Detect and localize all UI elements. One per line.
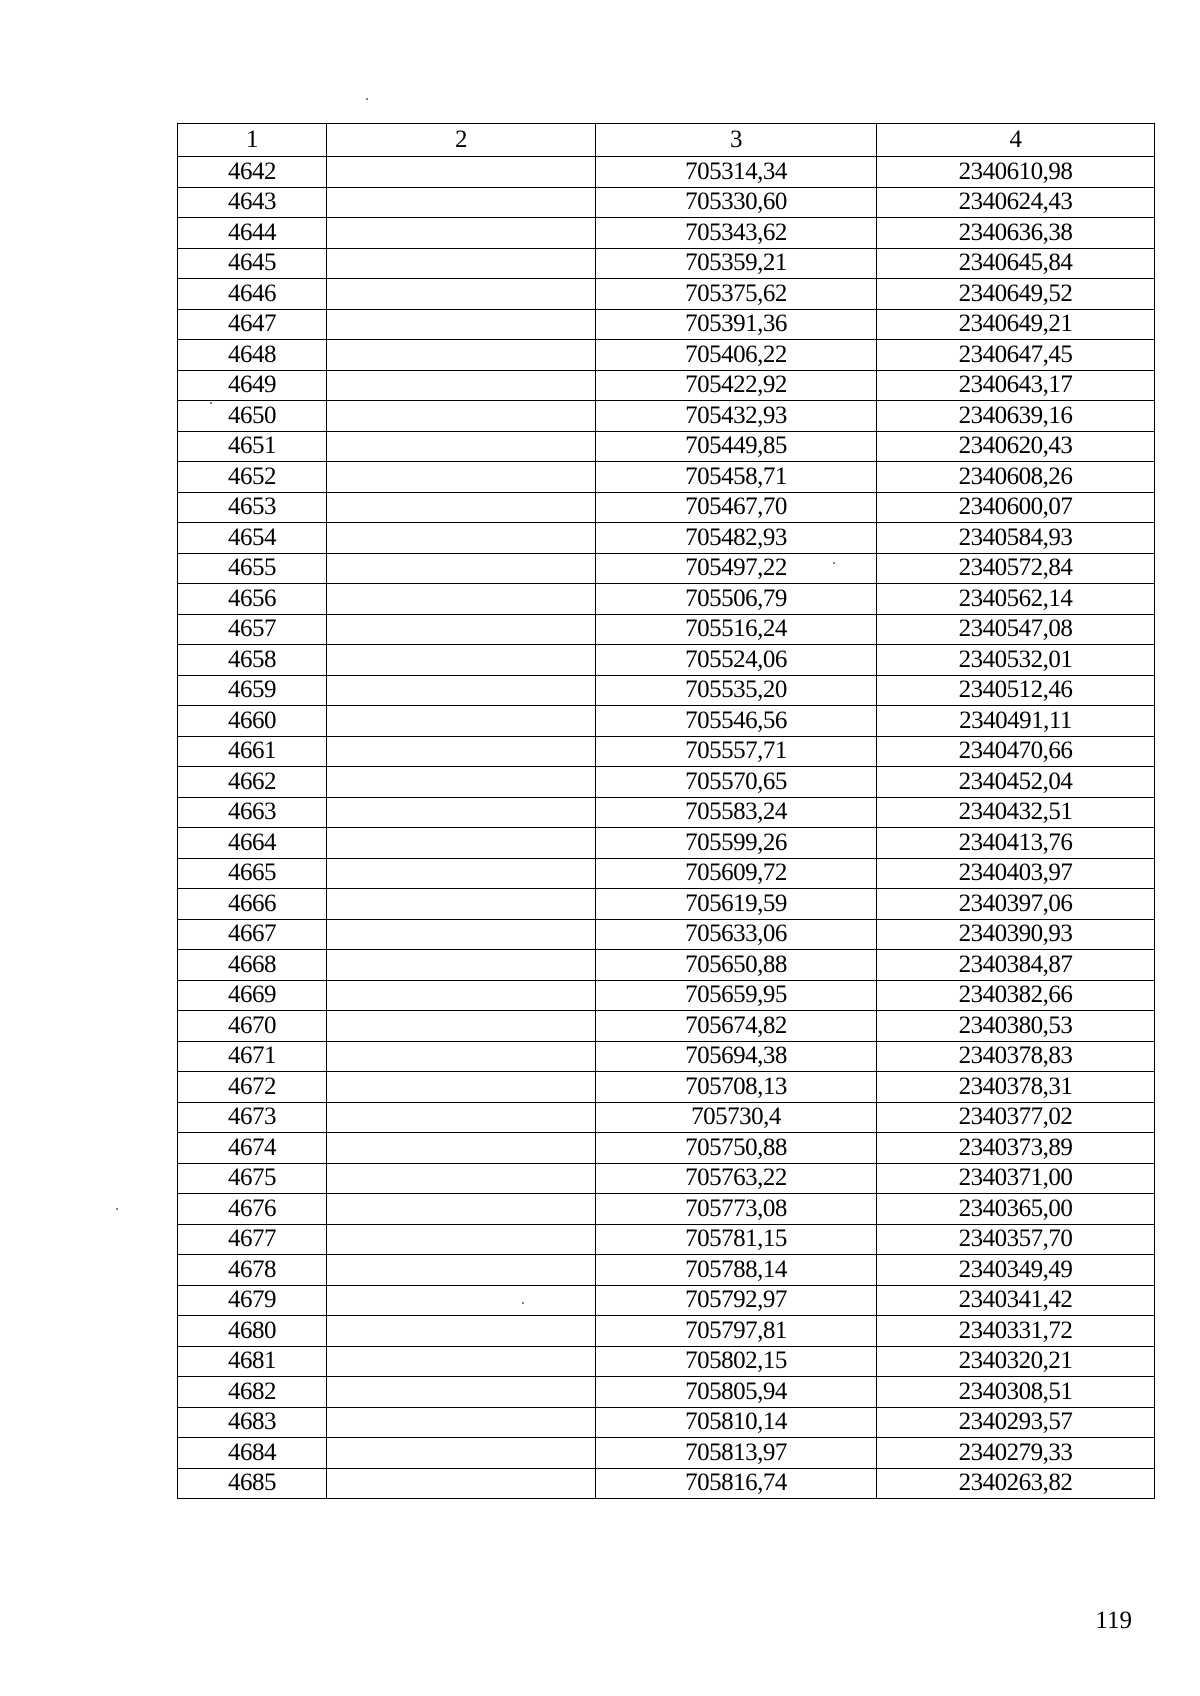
cell-description (327, 370, 596, 401)
table-row (178, 706, 1155, 737)
table-row (178, 950, 1155, 981)
cell-x-coordinate: 705816,74 (596, 1468, 877, 1499)
cell-description (327, 614, 596, 645)
cell-point-number: 4665 (178, 858, 327, 889)
cell-description (327, 340, 596, 371)
cell-y-coordinate: 2340649,52 (877, 279, 1155, 310)
cell-x-coordinate: 705343,62 (596, 218, 877, 249)
cell-y-coordinate: 2340371,00 (877, 1163, 1155, 1194)
cell-description (327, 187, 596, 218)
cell-point-number: 4643 (178, 187, 327, 218)
cell-y-coordinate: 2340608,26 (877, 462, 1155, 493)
cell-y-coordinate: 2340373,89 (877, 1133, 1155, 1164)
cell-point-number: 4659 (178, 675, 327, 706)
table-row (178, 614, 1155, 645)
cell-description (327, 675, 596, 706)
cell-y-coordinate: 2340308,51 (877, 1377, 1155, 1408)
cell-x-coordinate: 705506,79 (596, 584, 877, 615)
table-row (178, 736, 1155, 767)
table-row (178, 309, 1155, 340)
cell-point-number: 4672 (178, 1072, 327, 1103)
cell-description (327, 1316, 596, 1347)
scan-speck (116, 1208, 118, 1210)
cell-point-number: 4647 (178, 309, 327, 340)
cell-point-number: 4660 (178, 706, 327, 737)
cell-x-coordinate: 705781,15 (596, 1224, 877, 1255)
table-row (178, 980, 1155, 1011)
cell-description (327, 157, 596, 188)
table-row (178, 1316, 1155, 1347)
table-row (178, 1133, 1155, 1164)
cell-y-coordinate: 2340572,84 (877, 553, 1155, 584)
cell-description (327, 1468, 596, 1499)
cell-y-coordinate: 2340639,16 (877, 401, 1155, 432)
cell-description (327, 462, 596, 493)
cell-x-coordinate: 705458,71 (596, 462, 877, 493)
cell-point-number: 4644 (178, 218, 327, 249)
table-row (178, 279, 1155, 310)
table-row (178, 1102, 1155, 1133)
cell-x-coordinate: 705802,15 (596, 1346, 877, 1377)
table-row (178, 1011, 1155, 1042)
cell-description (327, 1041, 596, 1072)
cell-description (327, 309, 596, 340)
cell-x-coordinate: 705449,85 (596, 431, 877, 462)
coordinates-table (177, 123, 1155, 1499)
cell-description (327, 736, 596, 767)
cell-y-coordinate: 2340397,06 (877, 889, 1155, 920)
cell-point-number: 4678 (178, 1255, 327, 1286)
table-row (178, 218, 1155, 249)
cell-description (327, 1407, 596, 1438)
cell-x-coordinate: 705391,36 (596, 309, 877, 340)
scan-speck (833, 562, 835, 564)
cell-x-coordinate: 705694,38 (596, 1041, 877, 1072)
cell-description (327, 1224, 596, 1255)
cell-point-number: 4664 (178, 828, 327, 859)
cell-point-number: 4668 (178, 950, 327, 981)
cell-point-number: 4648 (178, 340, 327, 371)
cell-x-coordinate: 705708,13 (596, 1072, 877, 1103)
cell-y-coordinate: 2340263,82 (877, 1468, 1155, 1499)
cell-point-number: 4650 (178, 401, 327, 432)
cell-description (327, 248, 596, 279)
cell-x-coordinate: 705330,60 (596, 187, 877, 218)
table-row (178, 1407, 1155, 1438)
cell-x-coordinate: 705609,72 (596, 858, 877, 889)
cell-x-coordinate: 705467,70 (596, 492, 877, 523)
cell-point-number: 4684 (178, 1438, 327, 1469)
cell-x-coordinate: 705730,4 (596, 1102, 877, 1133)
cell-description (327, 1438, 596, 1469)
cell-y-coordinate: 2340349,49 (877, 1255, 1155, 1286)
table-row (178, 1041, 1155, 1072)
table-row (178, 767, 1155, 798)
table-row (178, 919, 1155, 950)
cell-description (327, 767, 596, 798)
table-row (178, 1468, 1155, 1499)
scan-speck (366, 98, 368, 100)
cell-y-coordinate: 2340600,07 (877, 492, 1155, 523)
cell-y-coordinate: 2340378,83 (877, 1041, 1155, 1072)
cell-description (327, 706, 596, 737)
cell-x-coordinate: 705497,22 (596, 553, 877, 584)
cell-point-number: 4677 (178, 1224, 327, 1255)
cell-description (327, 1072, 596, 1103)
cell-description (327, 828, 596, 859)
table-row (178, 1163, 1155, 1194)
cell-x-coordinate: 705570,65 (596, 767, 877, 798)
table-row (178, 645, 1155, 676)
table-row (178, 553, 1155, 584)
cell-y-coordinate: 2340357,70 (877, 1224, 1155, 1255)
cell-point-number: 4683 (178, 1407, 327, 1438)
cell-y-coordinate: 2340547,08 (877, 614, 1155, 645)
cell-point-number: 4652 (178, 462, 327, 493)
cell-description (327, 1102, 596, 1133)
cell-x-coordinate: 705557,71 (596, 736, 877, 767)
cell-x-coordinate: 705524,06 (596, 645, 877, 676)
header-cell-4: 4 (877, 124, 1155, 157)
cell-description (327, 218, 596, 249)
cell-x-coordinate: 705813,97 (596, 1438, 877, 1469)
header-cell-3: 3 (596, 124, 877, 157)
table-row (178, 1438, 1155, 1469)
table-row (178, 675, 1155, 706)
table-body (178, 124, 1155, 1499)
cell-y-coordinate: 2340562,14 (877, 584, 1155, 615)
cell-x-coordinate: 705659,95 (596, 980, 877, 1011)
cell-y-coordinate: 2340647,45 (877, 340, 1155, 371)
table-row (178, 248, 1155, 279)
cell-point-number: 4673 (178, 1102, 327, 1133)
cell-x-coordinate: 705482,93 (596, 523, 877, 554)
cell-y-coordinate: 2340365,00 (877, 1194, 1155, 1225)
cell-y-coordinate: 2340378,31 (877, 1072, 1155, 1103)
cell-description (327, 1346, 596, 1377)
cell-x-coordinate: 705375,62 (596, 279, 877, 310)
cell-y-coordinate: 2340413,76 (877, 828, 1155, 859)
cell-point-number: 4645 (178, 248, 327, 279)
scan-speck (210, 402, 212, 404)
cell-point-number: 4642 (178, 157, 327, 188)
table-row (178, 1194, 1155, 1225)
cell-y-coordinate: 2340620,43 (877, 431, 1155, 462)
cell-y-coordinate: 2340624,43 (877, 187, 1155, 218)
cell-x-coordinate: 705619,59 (596, 889, 877, 920)
cell-description (327, 1285, 596, 1316)
cell-point-number: 4654 (178, 523, 327, 554)
cell-x-coordinate: 705792,97 (596, 1285, 877, 1316)
cell-point-number: 4680 (178, 1316, 327, 1347)
cell-x-coordinate: 705314,34 (596, 157, 877, 188)
table-row (178, 1346, 1155, 1377)
cell-description (327, 1163, 596, 1194)
cell-description (327, 492, 596, 523)
cell-point-number: 4676 (178, 1194, 327, 1225)
cell-y-coordinate: 2340584,93 (877, 523, 1155, 554)
cell-y-coordinate: 2340470,66 (877, 736, 1155, 767)
cell-point-number: 4658 (178, 645, 327, 676)
page-number: 119 (1095, 1607, 1132, 1634)
cell-y-coordinate: 2340320,21 (877, 1346, 1155, 1377)
cell-point-number: 4667 (178, 919, 327, 950)
cell-description (327, 858, 596, 889)
cell-y-coordinate: 2340279,33 (877, 1438, 1155, 1469)
cell-y-coordinate: 2340432,51 (877, 797, 1155, 828)
cell-x-coordinate: 705422,92 (596, 370, 877, 401)
cell-description (327, 1011, 596, 1042)
cell-y-coordinate: 2340636,38 (877, 218, 1155, 249)
cell-y-coordinate: 2340293,57 (877, 1407, 1155, 1438)
table-row (178, 157, 1155, 188)
cell-y-coordinate: 2340643,17 (877, 370, 1155, 401)
table-row (178, 1072, 1155, 1103)
cell-description (327, 1255, 596, 1286)
table-row (178, 340, 1155, 371)
header-row (178, 124, 1155, 157)
table-row (178, 828, 1155, 859)
cell-point-number: 4663 (178, 797, 327, 828)
cell-description (327, 584, 596, 615)
cell-y-coordinate: 2340341,42 (877, 1285, 1155, 1316)
cell-point-number: 4670 (178, 1011, 327, 1042)
cell-point-number: 4681 (178, 1346, 327, 1377)
table-row (178, 1285, 1155, 1316)
cell-x-coordinate: 705797,81 (596, 1316, 877, 1347)
cell-y-coordinate: 2340512,46 (877, 675, 1155, 706)
cell-point-number: 4661 (178, 736, 327, 767)
cell-point-number: 4685 (178, 1468, 327, 1499)
cell-point-number: 4656 (178, 584, 327, 615)
cell-y-coordinate: 2340649,21 (877, 309, 1155, 340)
cell-description (327, 1194, 596, 1225)
cell-point-number: 4655 (178, 553, 327, 584)
cell-x-coordinate: 705432,93 (596, 401, 877, 432)
cell-x-coordinate: 705650,88 (596, 950, 877, 981)
table-row (178, 1255, 1155, 1286)
cell-point-number: 4679 (178, 1285, 327, 1316)
table-row (178, 431, 1155, 462)
cell-point-number: 4649 (178, 370, 327, 401)
cell-description (327, 431, 596, 462)
cell-description (327, 797, 596, 828)
table-row (178, 858, 1155, 889)
cell-point-number: 4669 (178, 980, 327, 1011)
cell-x-coordinate: 705773,08 (596, 1194, 877, 1225)
cell-point-number: 4671 (178, 1041, 327, 1072)
cell-description (327, 401, 596, 432)
cell-description (327, 950, 596, 981)
cell-y-coordinate: 2340384,87 (877, 950, 1155, 981)
cell-point-number: 4675 (178, 1163, 327, 1194)
cell-description (327, 919, 596, 950)
cell-point-number: 4666 (178, 889, 327, 920)
cell-description (327, 1377, 596, 1408)
scan-speck (522, 1302, 524, 1304)
cell-y-coordinate: 2340403,97 (877, 858, 1155, 889)
table-row (178, 492, 1155, 523)
cell-x-coordinate: 705750,88 (596, 1133, 877, 1164)
cell-description (327, 553, 596, 584)
cell-y-coordinate: 2340452,04 (877, 767, 1155, 798)
cell-point-number: 4674 (178, 1133, 327, 1164)
cell-x-coordinate: 705763,22 (596, 1163, 877, 1194)
cell-y-coordinate: 2340331,72 (877, 1316, 1155, 1347)
cell-x-coordinate: 705546,56 (596, 706, 877, 737)
cell-y-coordinate: 2340382,66 (877, 980, 1155, 1011)
table-row (178, 462, 1155, 493)
cell-x-coordinate: 705674,82 (596, 1011, 877, 1042)
cell-y-coordinate: 2340380,53 (877, 1011, 1155, 1042)
cell-x-coordinate: 705535,20 (596, 675, 877, 706)
cell-y-coordinate: 2340532,01 (877, 645, 1155, 676)
cell-y-coordinate: 2340390,93 (877, 919, 1155, 950)
cell-x-coordinate: 705810,14 (596, 1407, 877, 1438)
table-row (178, 1377, 1155, 1408)
cell-y-coordinate: 2340491,11 (877, 706, 1155, 737)
table-row (178, 797, 1155, 828)
cell-x-coordinate: 705406,22 (596, 340, 877, 371)
table-row (178, 584, 1155, 615)
cell-point-number: 4646 (178, 279, 327, 310)
cell-point-number: 4682 (178, 1377, 327, 1408)
cell-y-coordinate: 2340610,98 (877, 157, 1155, 188)
cell-point-number: 4653 (178, 492, 327, 523)
cell-description (327, 1133, 596, 1164)
cell-x-coordinate: 705359,21 (596, 248, 877, 279)
cell-description (327, 889, 596, 920)
table-row (178, 187, 1155, 218)
cell-point-number: 4662 (178, 767, 327, 798)
table-row (178, 401, 1155, 432)
cell-x-coordinate: 705516,24 (596, 614, 877, 645)
cell-y-coordinate: 2340377,02 (877, 1102, 1155, 1133)
table-row (178, 523, 1155, 554)
cell-y-coordinate: 2340645,84 (877, 248, 1155, 279)
table-row (178, 889, 1155, 920)
header-cell-1: 1 (178, 124, 327, 157)
table-row (178, 1224, 1155, 1255)
cell-x-coordinate: 705599,26 (596, 828, 877, 859)
cell-point-number: 4651 (178, 431, 327, 462)
header-cell-2: 2 (327, 124, 596, 157)
cell-description (327, 980, 596, 1011)
table-row (178, 370, 1155, 401)
cell-point-number: 4657 (178, 614, 327, 645)
cell-description (327, 523, 596, 554)
cell-x-coordinate: 705583,24 (596, 797, 877, 828)
cell-description (327, 645, 596, 676)
cell-x-coordinate: 705788,14 (596, 1255, 877, 1286)
cell-description (327, 279, 596, 310)
cell-x-coordinate: 705805,94 (596, 1377, 877, 1408)
cell-x-coordinate: 705633,06 (596, 919, 877, 950)
